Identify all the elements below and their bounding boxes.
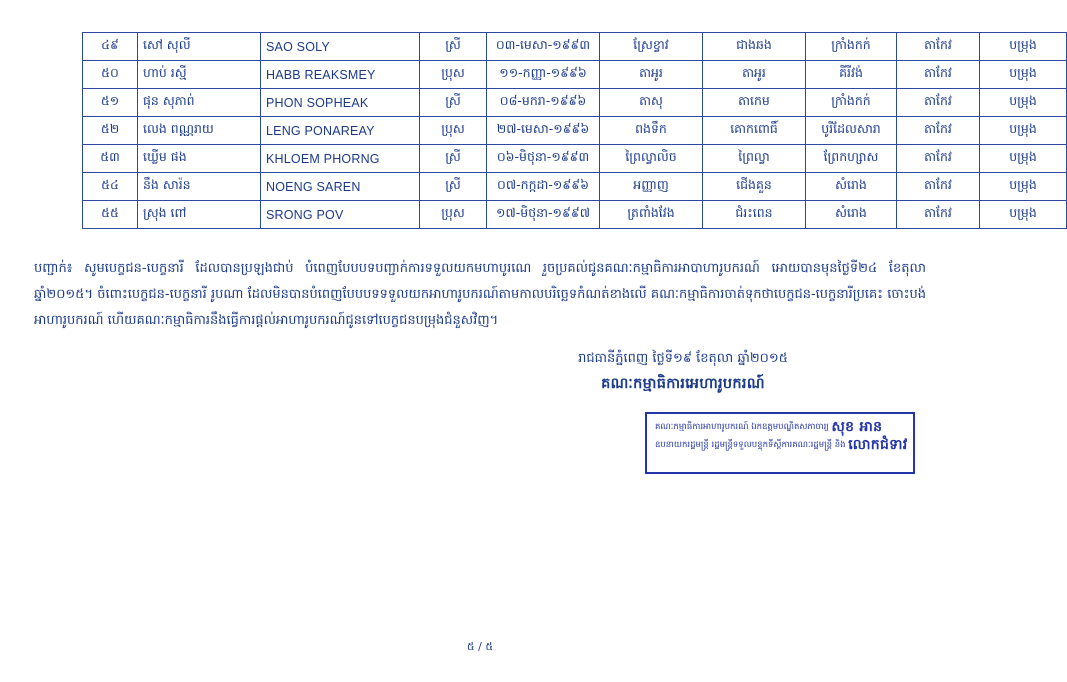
cell-province: តាកែវ (897, 89, 980, 117)
cell-dob: ០៦-មិថុនា-១៩៩៣ (487, 145, 600, 173)
page-number: ៥ / ៥ (466, 640, 494, 653)
cell-place3: គីរីវង់ (806, 61, 897, 89)
stamp-line-2 (655, 437, 908, 453)
stamp-line-2-name: លោកជំទាវ (848, 437, 908, 453)
cell-sex: ប្រុស (420, 117, 487, 145)
cell-no: ៥៥ (83, 201, 138, 229)
cell-place3: ក្រាំងកក់ (806, 89, 897, 117)
cell-status: បម្រុង (980, 201, 1067, 229)
cell-name-en: PHON SOPHEAK (261, 89, 420, 117)
signature-block (468, 348, 898, 396)
cell-sex: ស្រី (420, 173, 487, 201)
cell-dob: ០៣-មេសា-១៩៩៣ (487, 33, 600, 61)
cell-place1: អញ្ញាញ (600, 173, 703, 201)
stamp-line-1 (655, 420, 905, 434)
cell-no: ៥០ (83, 61, 138, 89)
notice-paragraph: បញ្ជាក់៖ សូមបេក្ខជន-បេក្ខនារី ដែលបានប្រឡងជាប់ បំពេញបែបបទបញ្ជាក់ការទទួលយកមហាបូរណេ រួចប្រគល់ជូនគណៈកម្មាធិការអាបាហារូបករណ៍ អោយបានមុនថ្ងៃទី២៤ ខែតុលា ឆ្នាំ២០១៥។ ចំពោះបេក្ខជន-បេក្ខនារី រូបណា ដែលមិនបានបំពេញបែបបទទទួលយកអាហារូបករណ៍តាមកាលបរិច្ឆេទកំណត់ខាងលើ គណៈកម្មាធិការចាត់ទុកថាបេក្ខជន-បេក្ខនារីប្រគេះ ចោះបង់អាហារូបករណ៍ ហើយគណៈកម្មាធិការនឹងធ្វើការផ្តល់អាហារូបករណ៍ជូនទៅបេក្ខជនបម្រុងជំនួសវិញ។ (34, 261, 926, 328)
stamp-line-1-name: សុខ អាន (831, 419, 883, 435)
cell-place2: តាកេម (703, 89, 806, 117)
cell-name-en: KHLOEM PHORNG (261, 145, 420, 173)
cell-no: ៥៣ (83, 145, 138, 173)
signature-organization: គណៈកម្មាធិការអេហារូបករណ៍ (601, 376, 765, 392)
cell-name-kh: ឃ្លើម ផង (138, 145, 261, 173)
stamp-line-2-text: ឧបនាយករដ្ឋមន្ត្រី រដ្ឋមន្ត្រីទទួលបន្ទុកទីស្តីការគណៈរដ្ឋមន្ត្រី និង (655, 440, 846, 450)
cell-place1: តាអូរ (600, 61, 703, 89)
cell-province: តាកែវ (897, 61, 980, 89)
cell-name-kh: សៅ សុលី (138, 33, 261, 61)
roster-table-container (82, 32, 1037, 229)
cell-sex: ស្រី (420, 145, 487, 173)
cell-no: ៤៩ (83, 33, 138, 61)
roster-table-body (83, 33, 1067, 229)
cell-dob: ០៧-កក្កដា-១៩៩៦ (487, 173, 600, 201)
cell-place2: ជាងឆង (703, 33, 806, 61)
cell-no: ៥១ (83, 89, 138, 117)
cell-status: បម្រុង (980, 89, 1067, 117)
cell-place2: ព្រៃល្វា (703, 145, 806, 173)
official-stamp (645, 412, 915, 474)
cell-place1: ព្រៃល្វាលិច (600, 145, 703, 173)
page-footer (0, 640, 960, 656)
table-row (83, 145, 1067, 173)
cell-sex: ប្រុស (420, 61, 487, 89)
table-row (83, 173, 1067, 201)
cell-province: តាកែវ (897, 145, 980, 173)
cell-place3: បូរីដែលសារា (806, 117, 897, 145)
cell-dob: ១១-កញ្ញា-១៩៩៦ (487, 61, 600, 89)
stamp-line-1-text: គណៈកម្មាធិការអាហារូបករណ៍ ឯកឧត្តមបណ្ឌិតសភាចារ្យ (655, 422, 829, 432)
cell-sex: ស្រី (420, 33, 487, 61)
cell-name-kh: ផុន សុភាព់ (138, 89, 261, 117)
table-row (83, 61, 1067, 89)
cell-province: តាកែវ (897, 33, 980, 61)
cell-name-kh: នឹង សារ៉ន (138, 173, 261, 201)
cell-name-kh: ស្រុង ពៅ (138, 201, 261, 229)
cell-name-en: NOENG SAREN (261, 173, 420, 201)
cell-status: បម្រុង (980, 61, 1067, 89)
notice-paragraph-block (34, 256, 926, 334)
cell-name-kh: ហាប់ រស្មី (138, 61, 261, 89)
cell-name-en: HABB REAKSMEY (261, 61, 420, 89)
cell-sex: ស្រី (420, 89, 487, 117)
cell-place2: ជើងគួន (703, 173, 806, 201)
cell-place1: តាសុ (600, 89, 703, 117)
cell-dob: ២៧-មេសា-១៩៩៦ (487, 117, 600, 145)
cell-sex: ប្រុស (420, 201, 487, 229)
cell-province: តាកែវ (897, 117, 980, 145)
cell-place1: ស្រែខ្វាវ (600, 33, 703, 61)
cell-place2: គោកពោធិ៍ (703, 117, 806, 145)
table-row (83, 201, 1067, 229)
cell-dob: ១៧-មិថុនា-១៩៩៧ (487, 201, 600, 229)
cell-province: តាកែវ (897, 173, 980, 201)
cell-place3: ក្រាំងកក់ (806, 33, 897, 61)
cell-place2: ជំរះពេន (703, 201, 806, 229)
cell-status: បម្រុង (980, 173, 1067, 201)
cell-dob: ០៨-មករា-១៩៩៦ (487, 89, 600, 117)
cell-province: តាកែវ (897, 201, 980, 229)
cell-place2: តាអូរ (703, 61, 806, 89)
cell-status: បម្រុង (980, 145, 1067, 173)
cell-place3: សំរោង (806, 173, 897, 201)
signature-date: រាជធានីភ្នំពេញ ថ្ងៃទី១៩ ខែតុលា ឆ្នាំ២០១៥ (578, 351, 788, 366)
cell-no: ៥៤ (83, 173, 138, 201)
cell-name-en: LENG PONAREAY (261, 117, 420, 145)
cell-place1: ពងទឹក (600, 117, 703, 145)
cell-no: ៥២ (83, 117, 138, 145)
table-row (83, 117, 1067, 145)
cell-place3: សំរោង (806, 201, 897, 229)
cell-status: បម្រុង (980, 117, 1067, 145)
roster-table (82, 32, 1067, 229)
cell-status: បម្រុង (980, 33, 1067, 61)
cell-place3: ព្រែកហ្សាស (806, 145, 897, 173)
cell-place1: ត្រពាំងវែង (600, 201, 703, 229)
table-row (83, 33, 1067, 61)
cell-name-kh: លេង ពណ្ណរាយ (138, 117, 261, 145)
cell-name-en: SRONG POV (261, 201, 420, 229)
cell-name-en: SAO SOLY (261, 33, 420, 61)
table-row (83, 89, 1067, 117)
